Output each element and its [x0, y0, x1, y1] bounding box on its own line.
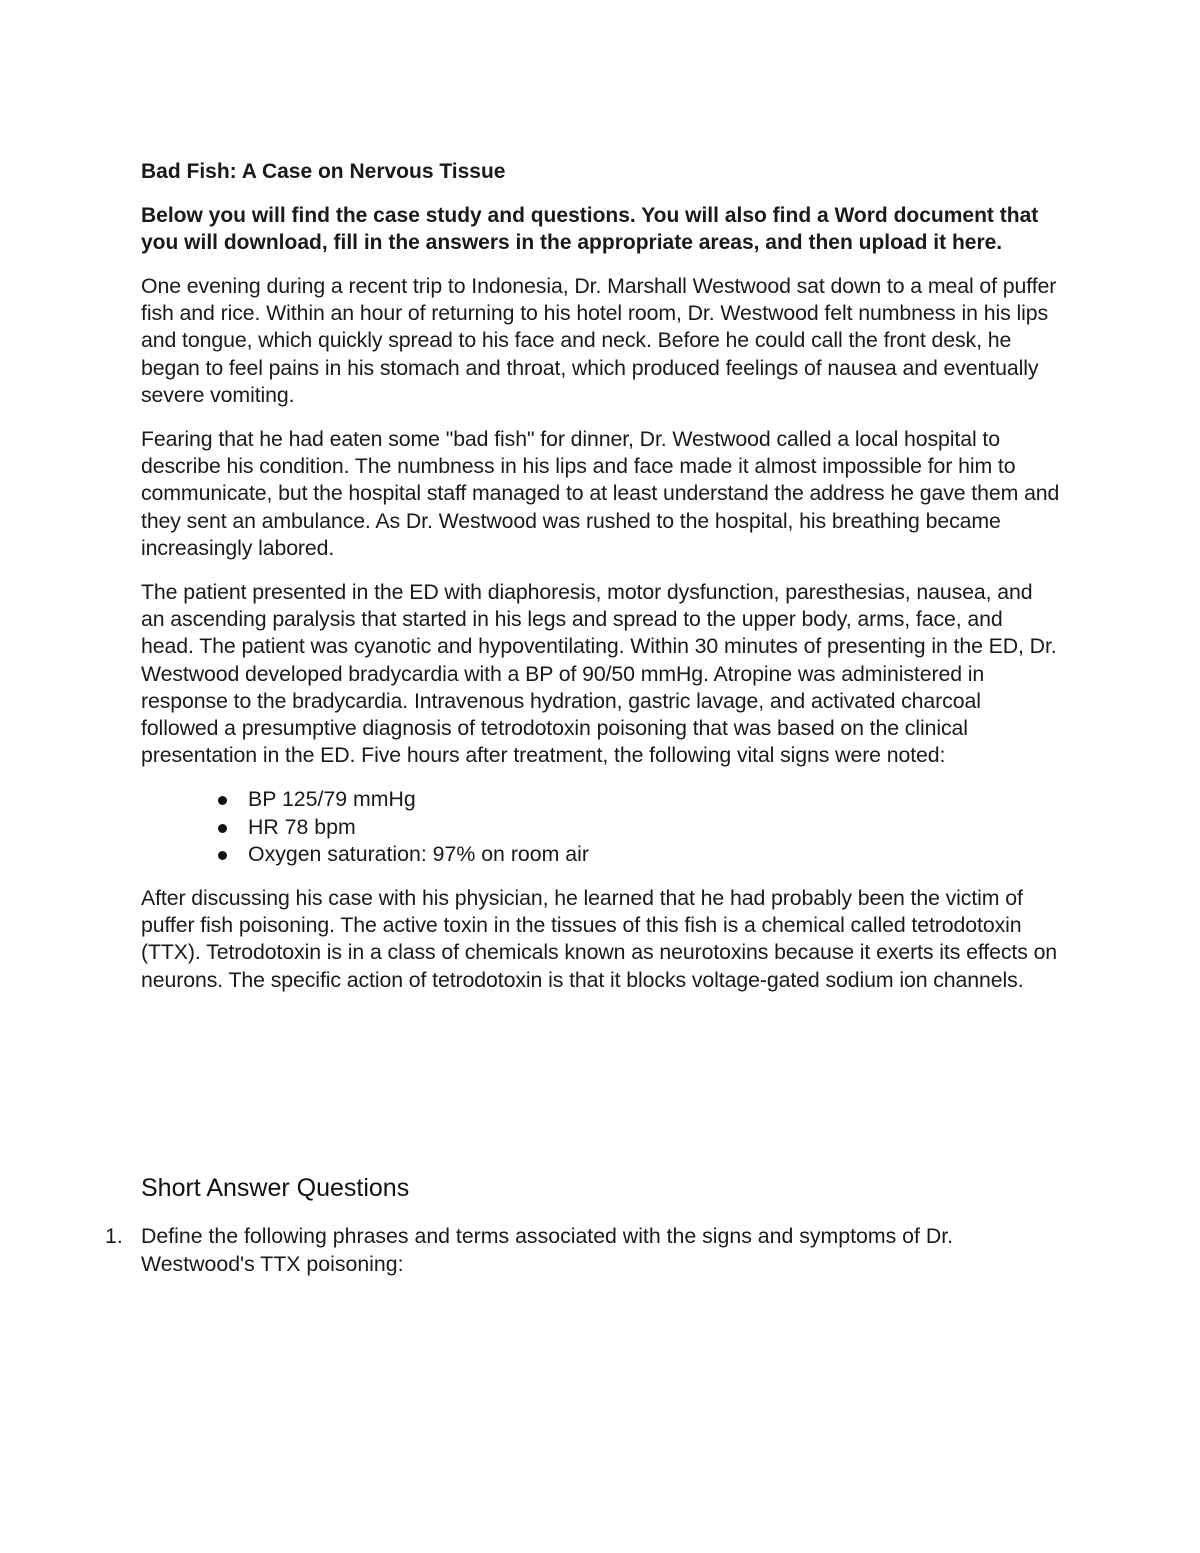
list-item	[141, 786, 1061, 813]
vital-sign-text: Oxygen saturation: 97% on room air	[248, 841, 589, 866]
closing-paragraph: After discussing his case with his physician, he learned that he had probably been the victim of puffer fish poisoning. The active toxin in the tissues of this fish is a chemical called tetrodotoxin (TTX). Tetrodotoxin is in a class of chemicals known as neurotoxins because it exerts its effects on neurons. The specific action of tetrodotoxin is that it blocks voltage-gated sodium ion channels.	[141, 886, 1058, 992]
case-paragraph-2: Fearing that he had eaten some "bad fish" for dinner, Dr. Westwood called a local hospital to describe his condition. The numbness in his lips and face made it almost impossible for him to communicate, but the hospital staff managed to at least understand the address he gave them and they sent an ambulance. As Dr. Westwood was rushed to the hospital, his breathing became increasingly labored.	[141, 427, 1060, 560]
section-heading: Short Answer Questions	[141, 1173, 410, 1202]
document-content	[105, 158, 1061, 1278]
case-paragraph-3: The patient presented in the ED with diaphoresis, motor dysfunction, paresthesias, nausea, and an ascending paralysis that started in his legs and spread to the upper body, arms, face, and head. The patient was cyanotic and hypoventilating. Within 30 minutes of presenting in the ED, Dr. Westwood developed bradycardia with a BP of 90/50 mmHg. Atropine was administered in response to the bradycardia. Intravenous hydration, gastric lavage, and activated charcoal followed a presumptive diagnosis of tetrodotoxin poisoning that was based on the clinical presentation in the ED. Five hours after treatment, the following vital signs were noted:	[141, 580, 1057, 768]
document-title: Bad Fish: A Case on Nervous Tissue	[141, 160, 506, 183]
question-item	[105, 1222, 1061, 1278]
bullet-icon	[218, 851, 227, 860]
list-item	[141, 814, 1061, 841]
vital-sign-text: BP 125/79 mmHg	[248, 787, 416, 812]
vital-signs-list	[141, 786, 1061, 868]
question-number: 1.	[105, 1223, 123, 1248]
case-paragraph-1: One evening during a recent trip to Indonesia, Dr. Marshall Westwood sat down to a meal of puffer fish and rice. Within an hour of returning to his hotel room, Dr. Westwood felt numbness in his lips and tongue, which quickly spread to his face and neck. Before he could call the front desk, he began to feel pains in his stomach and throat, which produced feelings of nausea and eventually severe vomiting.	[141, 274, 1057, 407]
list-item	[141, 841, 1061, 868]
question-text: Define the following phrases and terms associated with the signs and symptoms of Dr. Westwood's TTX poisoning:	[141, 1223, 954, 1276]
bullet-icon	[218, 796, 227, 805]
bullet-icon	[218, 824, 227, 833]
vital-sign-text: HR 78 bpm	[248, 814, 356, 839]
intro-instructions: Below you will find the case study and questions. You will also find a Word document that you will download, fill in the answers in the appropriate areas, and then upload it here.	[141, 204, 1039, 254]
